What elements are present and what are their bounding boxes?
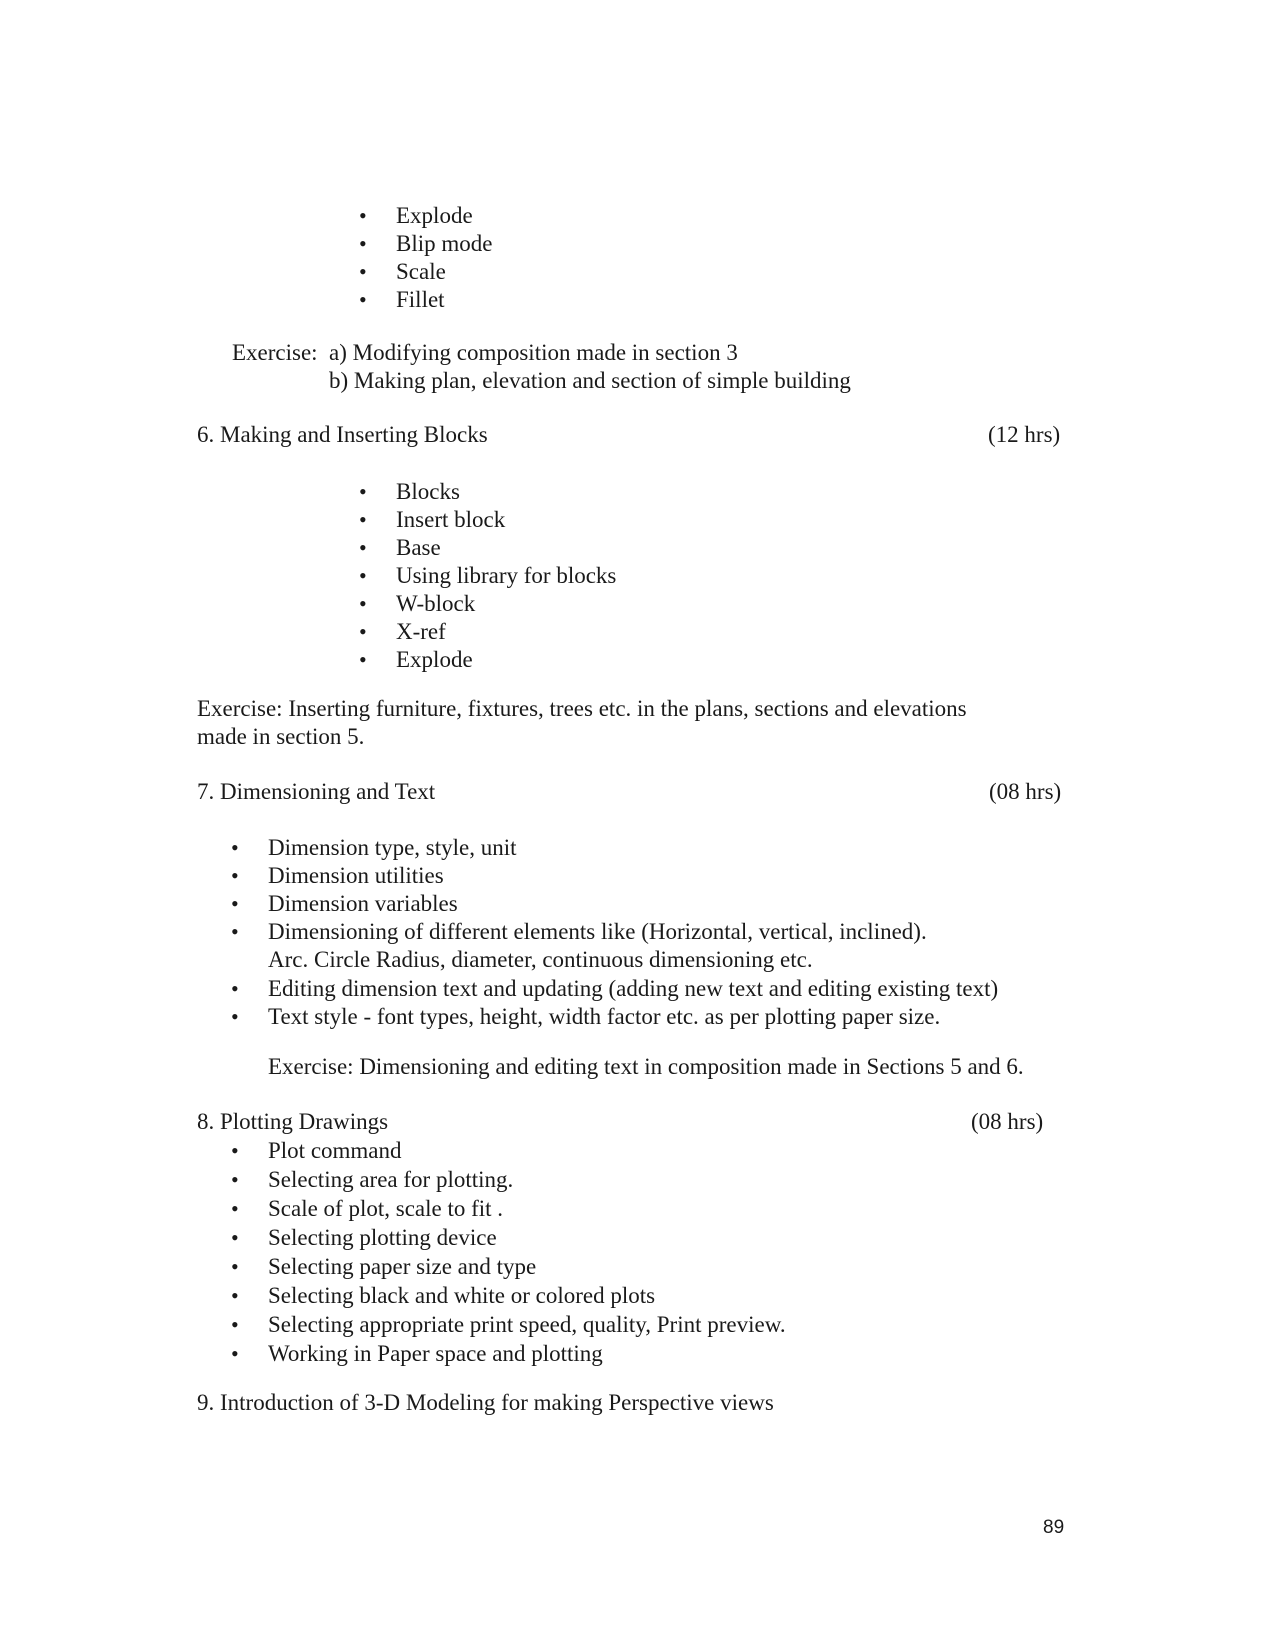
- bullet-icon: •: [231, 976, 239, 1001]
- list-item: • Text style - font types, height, width factor etc. as per plotting paper size.: [231, 1004, 941, 1029]
- bullet-icon: •: [231, 1167, 239, 1192]
- bullet-icon: •: [359, 535, 367, 560]
- list-item: • Insert block: [359, 507, 506, 532]
- list-item: • Blip mode: [359, 231, 493, 256]
- section7-hours: (08 hrs): [989, 779, 1062, 804]
- bullet-icon: •: [359, 287, 367, 312]
- list-item: • Scale of plot, scale to fit .: [231, 1196, 504, 1221]
- section8-heading: 8. Plotting Drawings: [197, 1109, 389, 1134]
- section7-bullet-list: [231, 834, 999, 1031]
- list-item: • Selecting black and white or colored plots: [231, 1283, 656, 1308]
- list-item: • Dimension utilities: [231, 863, 444, 888]
- section5-exercise-label: Exercise:: [232, 340, 318, 365]
- list-item: • Dimensioning of different elements like (Horizontal, vertical, inclined). Arc. Circle Radius, diameter, continuous dimensioning etc.: [231, 919, 927, 972]
- list-item: • Explode: [359, 203, 473, 228]
- list-item: • Dimension variables: [231, 891, 458, 916]
- list-item: • Explode: [359, 647, 473, 672]
- bullet-icon: •: [231, 919, 239, 944]
- page-number: 89: [1043, 1517, 1065, 1538]
- bullet-icon: •: [231, 1225, 239, 1250]
- section6-exercise-line1: Exercise: Inserting furniture, fixtures, trees etc. in the plans, sections and elevations: [197, 696, 967, 721]
- bullet-icon: •: [231, 835, 239, 860]
- bullet-icon: •: [231, 1341, 239, 1366]
- section5-exercise-a: a) Modifying composition made in section 3: [329, 340, 738, 365]
- bullet-icon: •: [359, 591, 367, 616]
- section6-heading: 6. Making and Inserting Blocks: [197, 422, 488, 447]
- list-item: • Selecting paper size and type: [231, 1254, 537, 1279]
- bullet-icon: •: [359, 231, 367, 256]
- section5-bullet-list: [359, 202, 493, 314]
- bullet-icon: •: [231, 1004, 239, 1029]
- bullet-icon: •: [231, 1196, 239, 1221]
- list-item: • Base: [359, 535, 441, 560]
- section6-exercise-line2: made in section 5.: [197, 724, 365, 749]
- bullet-icon: •: [231, 891, 239, 916]
- list-item: • Selecting plotting device: [231, 1225, 497, 1250]
- bullet-icon: •: [359, 563, 367, 588]
- section7-heading: 7. Dimensioning and Text: [197, 779, 436, 804]
- list-item: • Scale: [359, 259, 446, 284]
- section8-hours: (08 hrs): [971, 1109, 1044, 1134]
- section5-exercise-b: b) Making plan, elevation and section of simple building: [329, 368, 851, 393]
- bullet-icon: •: [359, 647, 367, 672]
- bullet-icon: •: [359, 203, 367, 228]
- list-item: • Editing dimension text and updating (adding new text and editing existing text): [231, 976, 999, 1001]
- list-item: • Using library for blocks: [359, 563, 617, 588]
- section8-bullet-list: [231, 1137, 786, 1369]
- bullet-icon: •: [231, 863, 239, 888]
- list-item: • Dimension type, style, unit: [231, 835, 517, 860]
- list-item: • Fillet: [359, 287, 445, 312]
- section6-bullet-list: [359, 478, 617, 674]
- list-item: • Plot command: [231, 1138, 402, 1163]
- bullet-icon: •: [231, 1254, 239, 1279]
- bullet-icon: •: [231, 1312, 239, 1337]
- bullet-icon: •: [359, 507, 367, 532]
- list-item: • Selecting area for plotting.: [231, 1167, 514, 1192]
- list-item: • X-ref: [359, 619, 446, 644]
- bullet-icon: •: [231, 1283, 239, 1308]
- list-item: • Working in Paper space and plotting: [231, 1341, 603, 1366]
- list-item: • Selecting appropriate print speed, quality, Print preview.: [231, 1312, 786, 1337]
- bullet-icon: •: [359, 259, 367, 284]
- section9-heading: 9. Introduction of 3-D Modeling for making Perspective views: [197, 1390, 774, 1415]
- list-item: • W-block: [359, 591, 476, 616]
- list-item: • Blocks: [359, 479, 460, 504]
- bullet-icon: •: [359, 479, 367, 504]
- bullet-icon: •: [359, 619, 367, 644]
- section7-exercise: Exercise: Dimensioning and editing text in composition made in Sections 5 and 6.: [268, 1054, 1024, 1079]
- bullet-icon: •: [231, 1138, 239, 1163]
- section6-hours: (12 hrs): [988, 422, 1061, 447]
